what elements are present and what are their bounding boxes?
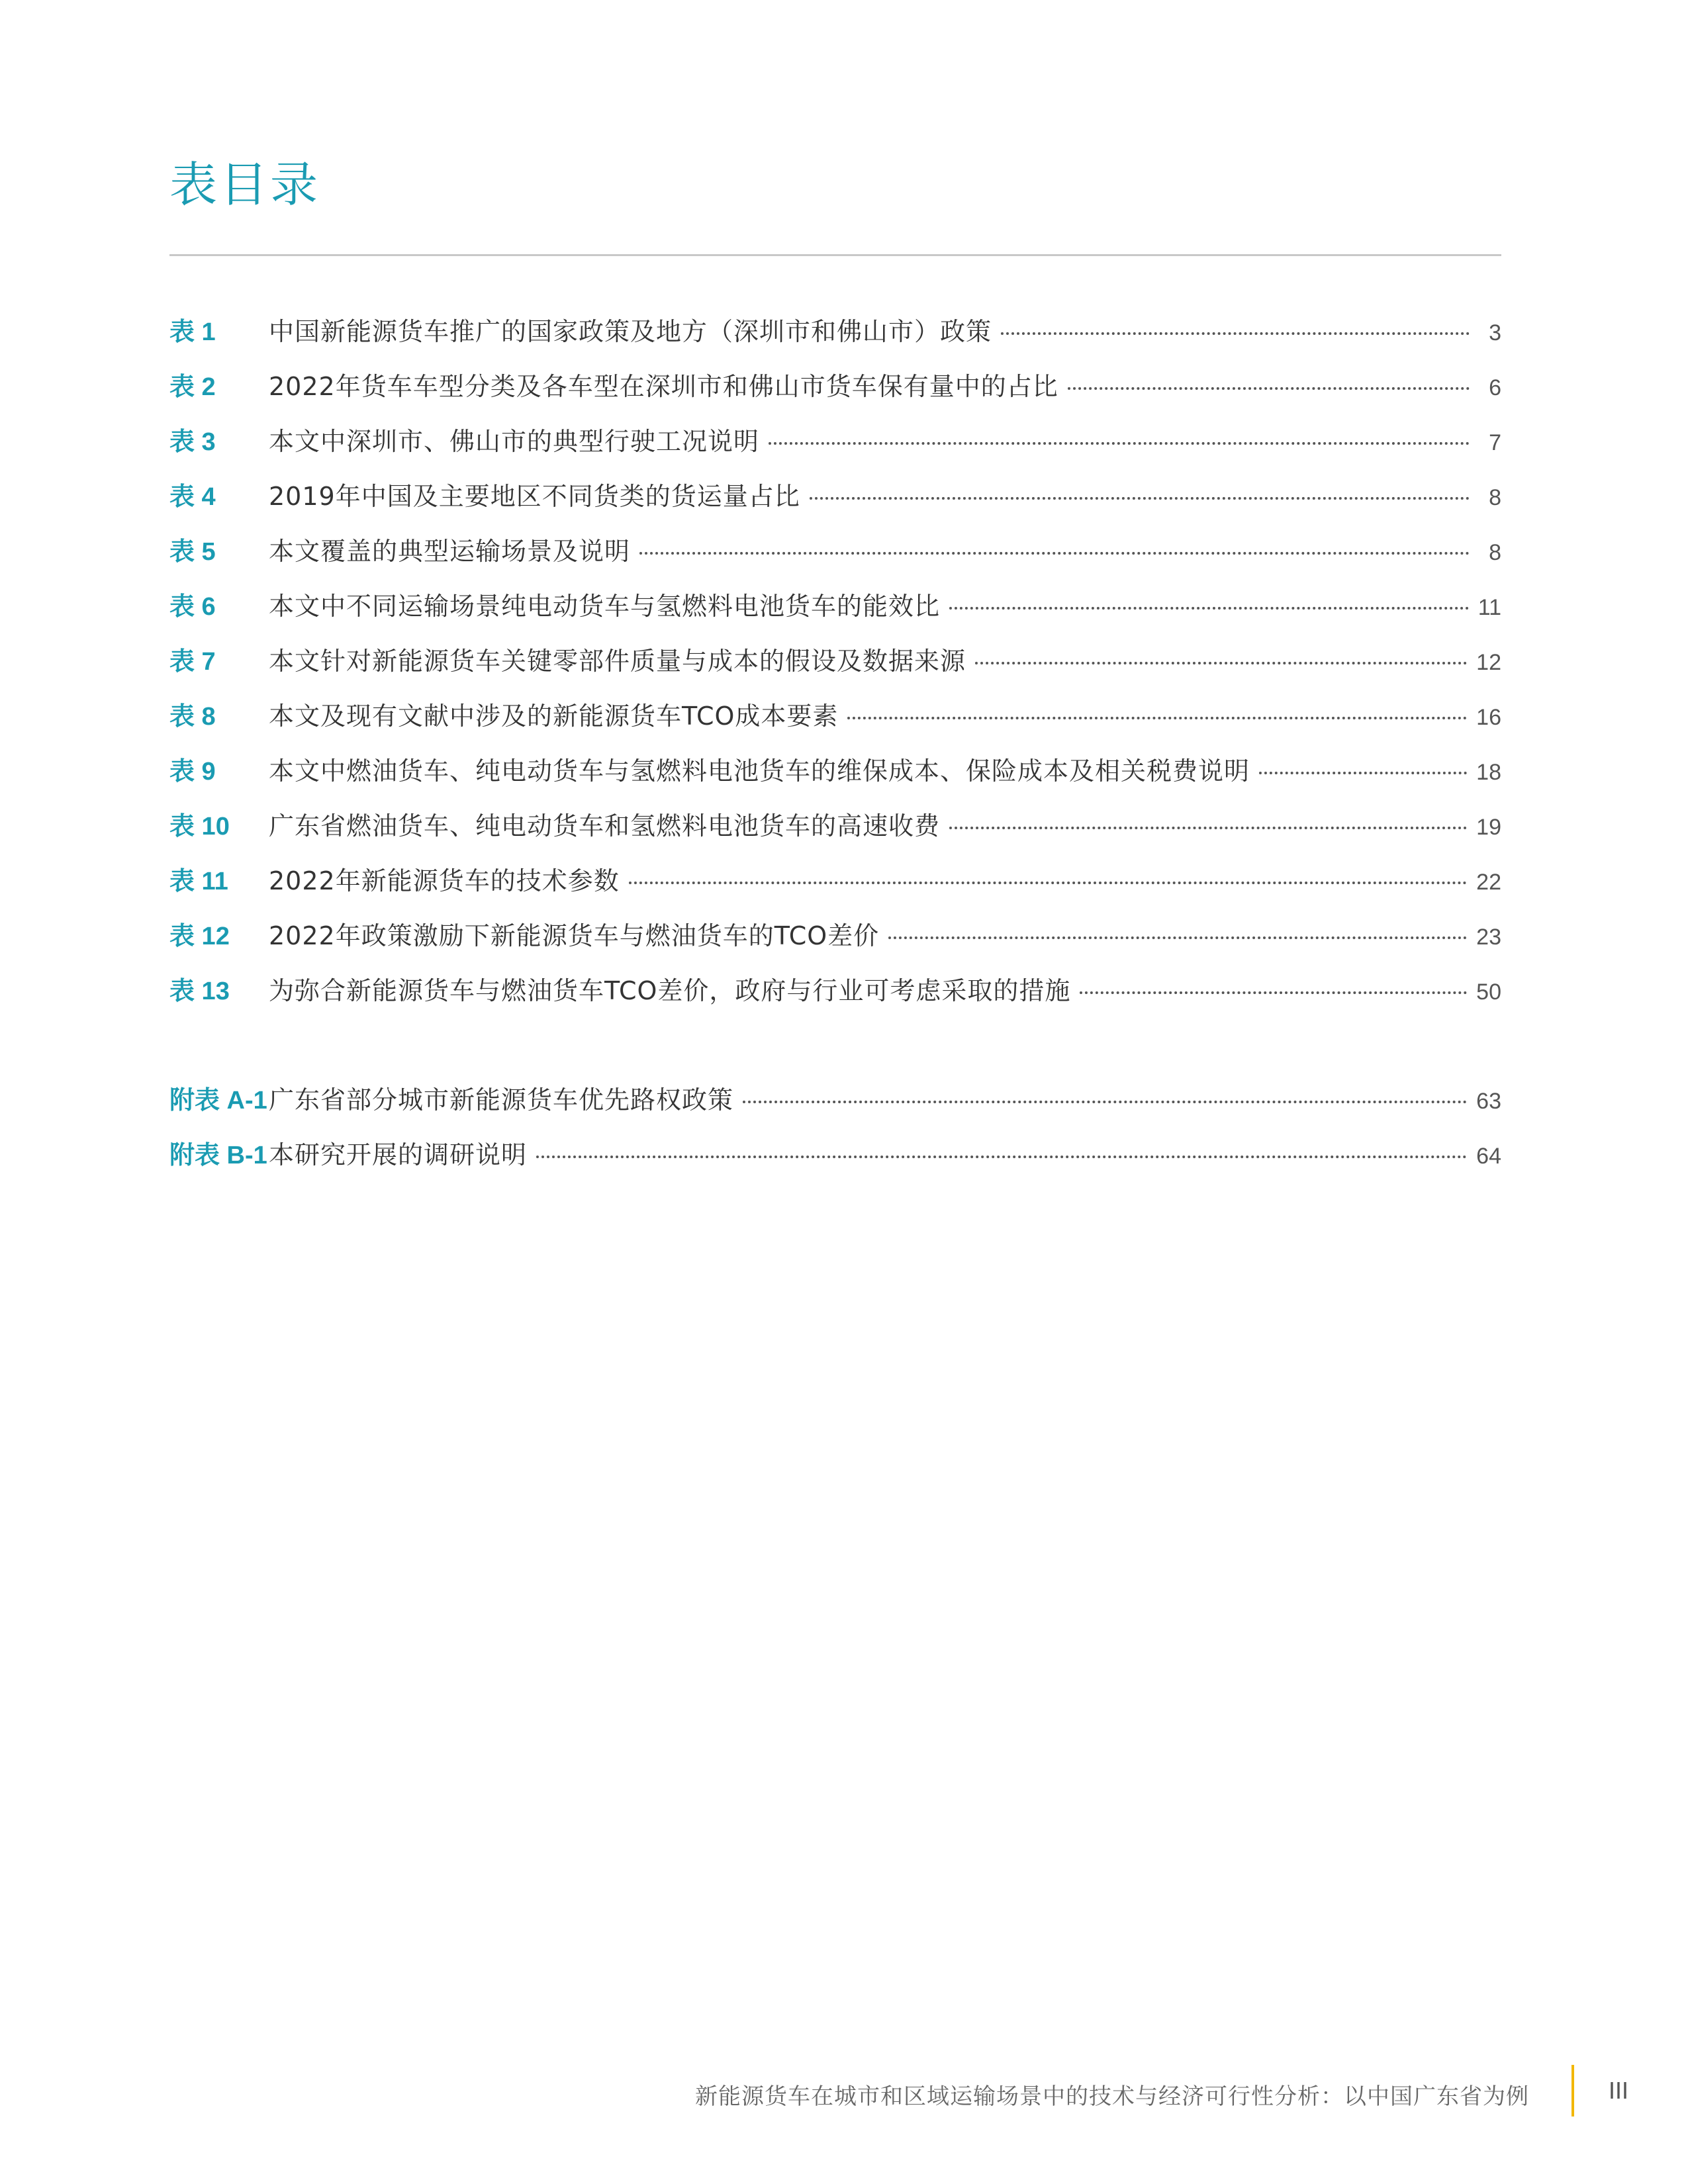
toc-entry-page: 3 xyxy=(1489,320,1501,345)
footer-divider-bar xyxy=(1571,2065,1574,2116)
dot-leader xyxy=(949,827,1467,829)
dot-leader xyxy=(1001,332,1470,335)
toc-entry[interactable] xyxy=(169,304,1501,359)
toc-entry[interactable] xyxy=(169,634,1501,689)
toc-entry-label: 表 12 xyxy=(169,923,230,950)
toc-entry-page: 50 xyxy=(1476,979,1501,1005)
toc-entry-label: 表 9 xyxy=(169,758,216,786)
footer-report-title: 新能源货车在城市和区域运输场景中的技术与经济可行性分析：以中国广东省为例 xyxy=(695,2083,1529,2110)
toc-entry-title: 为弥合新能源货车与燃油货车TCO差价，政府与行业可考虑采取的措施 xyxy=(269,976,1071,1005)
toc-entry-page: 64 xyxy=(1476,1144,1501,1169)
toc-entry-title: 2022年货车车型分类及各车型在深圳市和佛山市货车保有量中的占比 xyxy=(269,372,1058,401)
toc-entry-title: 中国新能源货车推广的国家政策及地方（深圳市和佛山市）政策 xyxy=(269,317,992,346)
toc-entry-title: 2022年新能源货车的技术参数 xyxy=(269,866,620,895)
toc-entry-page: 6 xyxy=(1489,375,1501,400)
main-tables-list xyxy=(169,304,1501,1019)
toc-entry-label: 表 10 xyxy=(169,813,230,841)
toc-entry-page: 8 xyxy=(1489,485,1501,510)
toc-entry-label: 表 3 xyxy=(169,428,216,456)
toc-entry-page: 23 xyxy=(1476,925,1501,950)
dot-leader xyxy=(769,442,1470,445)
toc-entry-label: 表 4 xyxy=(169,483,216,511)
toc-entry[interactable] xyxy=(169,359,1501,414)
toc-entry-title: 本文中不同运输场景纯电动货车与氢燃料电池货车的能效比 xyxy=(269,592,941,621)
table-of-tables xyxy=(169,304,1501,1183)
page-title: 表目录 xyxy=(169,157,321,212)
toc-entry-title: 本文中燃油货车、纯电动货车与氢燃料电池货车的维保成本、保险成本及相关税费说明 xyxy=(269,756,1250,786)
toc-entry-label: 附表 B-1 xyxy=(169,1142,267,1169)
dot-leader xyxy=(975,662,1467,664)
toc-entry-label: 表 6 xyxy=(169,593,216,621)
toc-entry-title: 2022年政策激励下新能源货车与燃油货车的TCO差价 xyxy=(269,921,880,950)
toc-entry-page: 16 xyxy=(1476,705,1501,730)
toc-entry[interactable] xyxy=(169,744,1501,799)
toc-entry[interactable] xyxy=(169,1073,1501,1128)
dot-leader xyxy=(536,1156,1467,1158)
toc-entry-label: 附表 A-1 xyxy=(169,1087,267,1115)
dot-leader xyxy=(810,497,1470,500)
dot-leader xyxy=(1080,991,1467,994)
toc-entry-label: 表 11 xyxy=(169,868,228,895)
dot-leader xyxy=(1259,772,1467,774)
toc-entry-page: 18 xyxy=(1476,760,1501,785)
toc-entry[interactable] xyxy=(169,909,1501,964)
toc-entry[interactable] xyxy=(169,854,1501,909)
toc-entry[interactable] xyxy=(169,964,1501,1019)
toc-entry-title: 2019年中国及主要地区不同货类的货运量占比 xyxy=(269,482,800,511)
toc-entry-page: 19 xyxy=(1476,815,1501,840)
toc-entry-label: 表 5 xyxy=(169,538,216,566)
toc-entry[interactable] xyxy=(169,414,1501,469)
title-divider xyxy=(169,254,1501,256)
toc-entry-label: 表 1 xyxy=(169,318,216,346)
toc-entry-title: 本文及现有文献中涉及的新能源货车TCO成本要素 xyxy=(269,702,839,731)
toc-entry[interactable] xyxy=(169,689,1501,744)
toc-entry-page: 8 xyxy=(1489,540,1501,565)
dot-leader xyxy=(888,936,1467,939)
toc-entry-label: 表 7 xyxy=(169,648,216,676)
toc-entry-page: 22 xyxy=(1476,870,1501,895)
toc-entry-title: 本文中深圳市、佛山市的典型行驶工况说明 xyxy=(269,427,760,456)
toc-entry-page: 7 xyxy=(1489,430,1501,455)
dot-leader xyxy=(743,1101,1467,1103)
toc-entry-title: 本文针对新能源货车关键零部件质量与成本的假设及数据来源 xyxy=(269,647,966,676)
dot-leader xyxy=(639,552,1470,555)
toc-entry[interactable] xyxy=(169,799,1501,854)
toc-entry-label: 表 13 xyxy=(169,978,230,1005)
footer-page-number: III xyxy=(1609,2077,1629,2104)
toc-entry-title: 广东省燃油货车、纯电动货车和氢燃料电池货车的高速收费 xyxy=(269,811,941,841)
toc-entry-label: 表 2 xyxy=(169,373,216,401)
toc-entry[interactable] xyxy=(169,579,1501,634)
toc-entry-page: 11 xyxy=(1477,595,1501,620)
toc-entry-label: 表 8 xyxy=(169,703,216,731)
toc-entry-title: 广东省部分城市新能源货车优先路权政策 xyxy=(269,1085,734,1115)
toc-entry-page: 12 xyxy=(1476,650,1501,675)
appendix-tables-list xyxy=(169,1073,1501,1183)
dot-leader xyxy=(629,882,1467,884)
toc-entry[interactable] xyxy=(169,469,1501,524)
toc-entry-title: 本文覆盖的典型运输场景及说明 xyxy=(269,537,631,566)
toc-entry[interactable] xyxy=(169,1128,1501,1183)
dot-leader xyxy=(1068,387,1470,390)
toc-entry-title: 本研究开展的调研说明 xyxy=(269,1140,528,1169)
dot-leader xyxy=(949,607,1469,610)
dot-leader xyxy=(847,717,1467,719)
toc-entry[interactable] xyxy=(169,524,1501,579)
toc-entry-page: 63 xyxy=(1476,1089,1501,1114)
